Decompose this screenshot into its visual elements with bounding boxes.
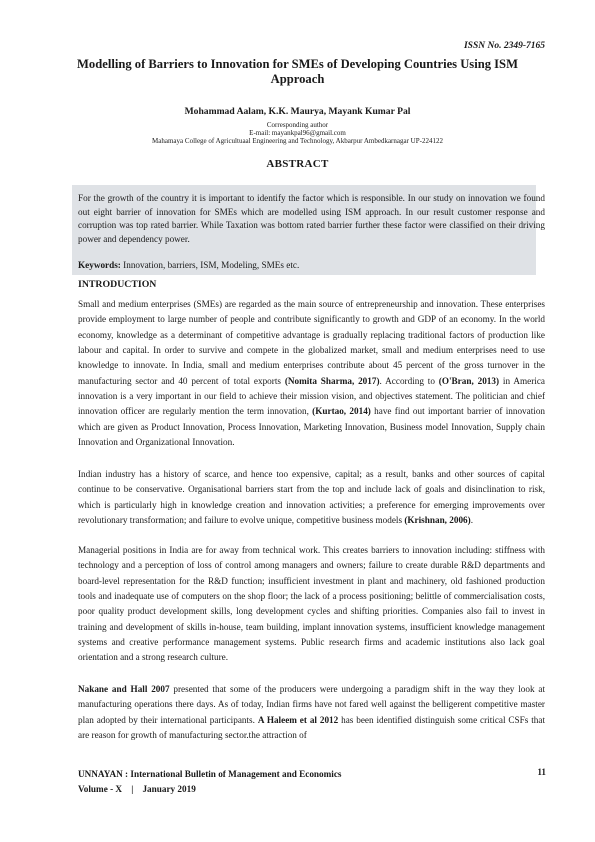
introduction-paragraph-1 [78,297,545,450]
paragraph-text: . According to [379,375,439,386]
keywords-label: Keywords: [78,260,121,270]
volume-issue: Volume - X | January 2019 [78,783,196,794]
paragraph-text: Small and medium enterprises (SMEs) are regarded as the main source of entrepreneurship and innovation. These enterprises provide employment to large number of people and contribute significantly to growth and GDP of an economy. In the world economy, knowledge as a determinant of competitive advantage is gradually replacing traditional factors of production like labour and capital. In order to survive and compete in the globalized market, small and medium enterprises need to use knowledge to innovate. In India, small and medium enterprises contribute about 45 percent of the gross turnover in the manufacturing sector and 40 percent of total exports [78,299,545,386]
citation: Nakane and Hall 2007 [78,684,170,694]
citation: (Kurtao, 2014) [312,406,371,417]
paragraph-text: have find out important barrier of innovation which are given as Product Innovation, Process Innovation, Marketing Innovation, Business model Innovation, Supply chain Innovation and Organizational Innovation. [78,406,546,448]
paragraph-text: . [470,515,474,526]
author-affiliation: Mahamaya College of Agricultuaal Engineering and Technology, Akbarpur Ambedkarnagar UP-224122 [152,137,443,145]
introduction-paragraph-3: Managerial positions in India are for away from technical work. This creates barriers to innovation including: stiffness with technology and a perception of loss of control among managers and owners; failure to create durable R&D departments and board-level representation for the R&D function; insufficient investment in plant and machinery, old fashioned production tools and inadequate use of computers on the shop floor; the lack of a process positioning; belittle of commercialisation costs, poor quality product development skills, long development cycles and shifting priorities. Companies also fail to invest in training and development of skills in-house, team building, implant innovation systems, insufficient knowledge management systems and creative performance management systems. Public research firms and academic institutions also lack goal orientation and a strong research culture. [78,545,545,663]
author-email: E-mail: mayankpal96@gmail.com [249,129,346,137]
issn-number: ISSN No. 2349-7165 [463,41,545,51]
citation: A Haleem et al 2012 [257,714,339,725]
paragraph-text: presented that some of the producers were undergoing a paradigm shift in the way they look at manufacturing operations there days. As of today, Indian firms have not fared well against the belligerent competitive master plan adopted by their international participants. [78,684,545,725]
keywords-list: Innovation, barriers, ISM, Modeling, SMEs etc. [123,260,300,270]
citation: (Nomita Sharma, 2017) [284,375,380,386]
journal-name: UNNAYAN : International Bulletin of Management and Economics [78,769,342,779]
introduction-paragraph-2 [78,467,545,528]
citation: (Krishnan, 2006) [404,515,471,526]
author-list: Mohammad Aalam, K.K. Maurya, Mayank Kumar Pal [184,106,411,117]
keywords-line [78,259,538,272]
introduction-heading: INTRODUCTION [78,279,157,290]
paragraph-text: in America innovation is a very important in our field to achieve their mission vision, and objectives statement. The politician and chief innovation officer are regularly mention the term innovation, [78,375,546,417]
abstract-heading: ABSTRACT [266,158,329,170]
citation: (O'Bran, 2013) [438,375,500,386]
abstract-text: For the growth of the country it is important to identify the factor which is responsible. In our study on innovation we found out eight barrier of innovation for SMEs which are modelled using ISM approach. In our result customer response and corruption was top rated barrier. While Taxation was bottom rated barrier further these factor were classified on their driving power and dependency power. [78,193,545,244]
paragraph-text: Indian industry has a history of scarce, and hence too expensive, capital; as a result, banks and other sources of capital continue to be conservative. Organisational barriers start from the top and include lack of goals and disinclination to risk, which is particularly high in knowledge creation and innovation activities; a preference for emerging improvements over revolutionary transformation; and failure to evolve unique, competitive business models [78,469,545,526]
journal-footer [78,767,341,796]
corresponding-author-label: Corresponding author [266,121,329,129]
introduction-paragraph-4 [78,682,545,743]
paper-title: Modelling of Barriers to Innovation for SMEs of Developing Countries Using ISM Approach [77,57,518,86]
page-number: 11 [537,767,546,777]
paragraph-text: has been identified distinguish some critical CSFs that are reason for growth of manufacturing sector.the attraction of [78,714,546,741]
